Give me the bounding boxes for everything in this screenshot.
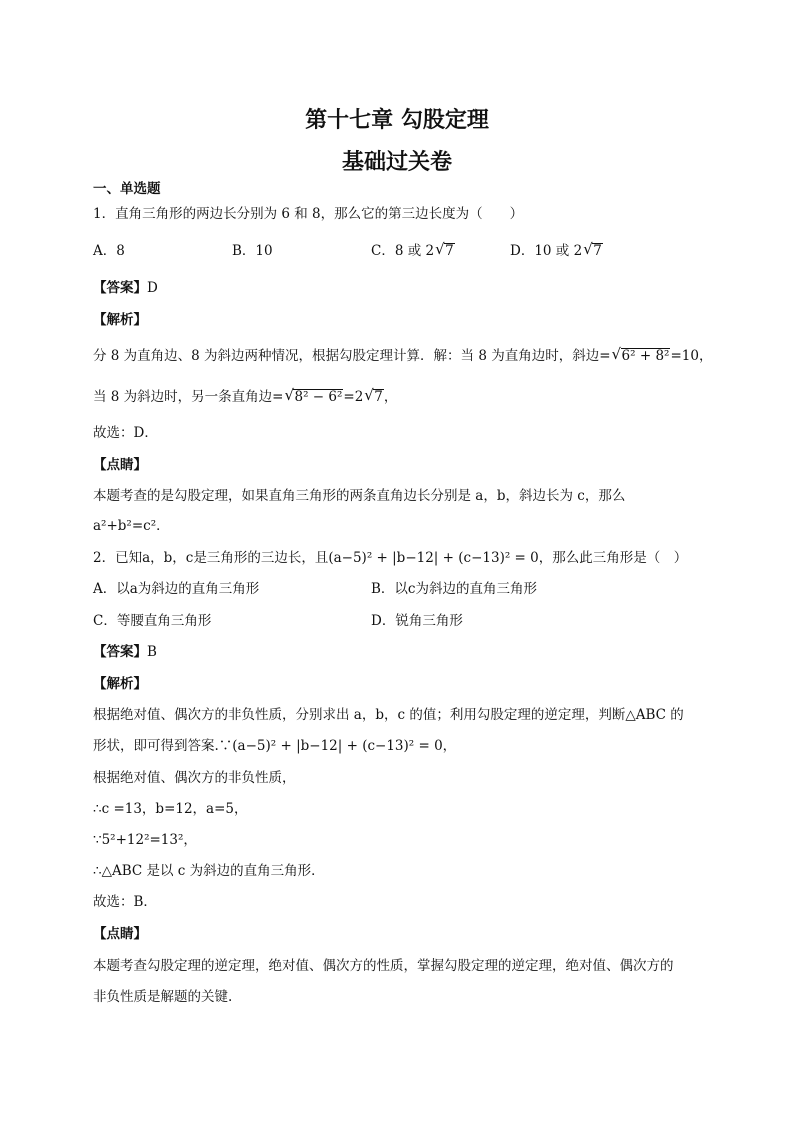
q2-comment-line1: 本题考查勾股定理的逆定理，绝对值、偶次方的性质，掌握勾股定理的逆定理，绝对值、偶次方的 (93, 958, 674, 974)
q1-option-d: D．10 或 2√ 7 (510, 242, 603, 260)
q1-answer: 【答案】D (93, 280, 158, 296)
q1-analysis-tag: 【解析】 (93, 312, 147, 328)
q1-comment-line2: a²+b²=c²． (93, 518, 170, 534)
q2-option-a: A．以a为斜边的直角三角形 (93, 581, 260, 597)
q2-comment-line2: 非负性质是解题的关键. (93, 989, 233, 1005)
chapter-title: 第十七章 勾股定理 (305, 108, 489, 133)
q2-analysis-tag: 【解析】 (93, 676, 147, 692)
q2-analysis-line: ∴c =13，b=12，a=5， (93, 801, 248, 817)
chapter-subtitle: 基础过关卷 (341, 150, 452, 175)
q1-comment-tag: 【点睛】 (93, 457, 147, 473)
q2-analysis-line: ∴△ABC 是以 c 为斜边的直角三角形． (93, 863, 325, 879)
q2-option-c: C．等腰直角三角形 (93, 613, 212, 629)
q1-analysis-line1: 分 8 为直角边、8 为斜边两种情况，根据勾股定理计算．解：当 8 为直角边时，斜边=√ 6² + 8²=10， (93, 347, 712, 365)
q1-stem: 1．直角三角形的两边长分别为 6 和 8，那么它的第三边长度为（ ） (93, 206, 524, 222)
q1-choose: 故选：D． (93, 425, 158, 441)
q2-analysis-line: 根据绝对值、偶次方的非负性质， (93, 770, 296, 786)
q1-analysis-line2: 当 8 为斜边时，另一条直角边=√ 8² − 6²=2√ 7， (93, 388, 397, 406)
q1-option-a: A．8 (93, 243, 125, 259)
q2-analysis-line: ∵5²+12²=13²， (93, 832, 197, 848)
q2-answer: 【答案】B (93, 644, 157, 660)
q2-option-b: B．以c为斜边的直角三角形 (371, 581, 537, 597)
q2-analysis-line: 根据绝对值、偶次方的非负性质，分别求出 a，b，c 的值；利用勾股定理的逆定理，判断△ABC 的 (93, 707, 684, 723)
q2-stem: 2．已知a，b，c是三角形的三边长，且(a−5)² + |b−12| + (c−13)² = 0，那么此三角形是（ ） (93, 550, 688, 566)
q1-comment-line1: 本题考查的是勾股定理，如果直角三角形的两条直角边长分别是 a，b，斜边长为 c，那么 (93, 488, 626, 504)
q2-analysis-line: 故选：B． (93, 894, 157, 910)
section-heading: 一、单选题 (93, 181, 161, 197)
q2-option-d: D．锐角三角形 (371, 613, 463, 629)
q2-analysis-line: 形状，即可得到答案.∵(a−5)² + |b−12| + (c−13)² = 0， (93, 738, 457, 754)
q1-option-b: B．10 (232, 243, 273, 259)
q1-option-c: C．8 或 2√ 7 (371, 242, 455, 260)
q2-comment-tag: 【点睛】 (93, 926, 147, 942)
